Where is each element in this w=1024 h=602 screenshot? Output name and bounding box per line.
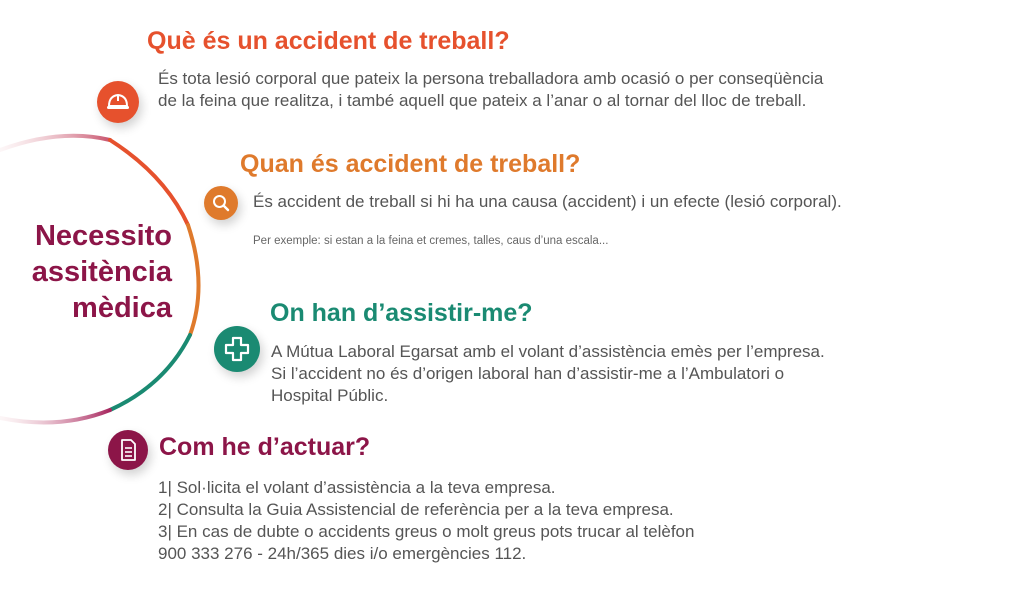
section-line: És tota lesió corporal que pateix la persona treballadora amb ocasió o per conseqüència: [158, 69, 824, 88]
section-example-note: Per exemple: si estan a la feina et cremes, talles, caus d’una escala...: [253, 235, 609, 247]
hard-hat-icon: [97, 81, 139, 123]
step-line: 3| En cas de dubte o accidents greus o molt greus pots trucar al telèfon: [158, 522, 695, 541]
section-title: Com he d’actuar?: [159, 433, 371, 461]
medical-cross-icon: [214, 326, 260, 372]
step-line: 900 333 276 - 24h/365 dies i/o emergències 112.: [158, 544, 527, 563]
section-title: Quan és accident de treball?: [240, 150, 581, 178]
main-title-line-3: mèdica: [72, 292, 172, 324]
main-title-line-1: Necessito: [34, 220, 172, 252]
step-line: 1| Sol·licita el volant d’assistència a la teva empresa.: [158, 478, 556, 497]
main-title-line-2: assitència: [31, 256, 172, 288]
section-line: de la feina que realitza, i també aquell que pateix a l’anar o al tornar del lloc de treball.: [158, 91, 807, 110]
section-title: On han d’assistir-me?: [270, 299, 533, 327]
main-title: [8, 218, 172, 326]
magnifier-icon: [204, 186, 238, 220]
section-title: Què és un accident de treball?: [147, 27, 510, 55]
section-line: Hospital Públic.: [271, 386, 389, 405]
section-line: A Mútua Laboral Egarsat amb el volant d’assistència emès per l’empresa.: [271, 342, 825, 361]
document-icon: [108, 430, 148, 470]
section-line: Si l’accident no és d’origen laboral han d’assistir-me a l’Ambulatori o: [271, 364, 785, 383]
step-line: 2| Consulta la Guia Assistencial de referència per a la teva empresa.: [158, 500, 674, 519]
section-line: És accident de treball si hi ha una causa (accident) i un efecte (lesió corporal).: [253, 192, 842, 211]
